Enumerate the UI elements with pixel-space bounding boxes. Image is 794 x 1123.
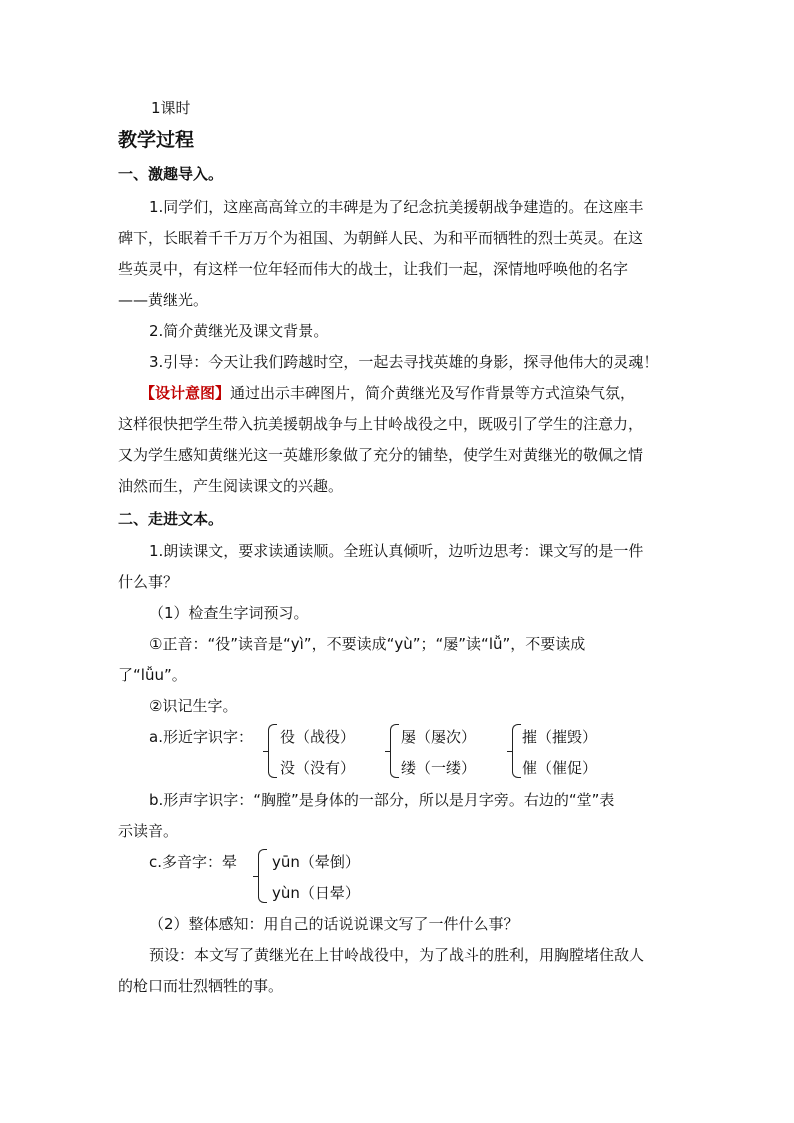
brace-group-2 [390, 724, 399, 778]
s2-item1-line2: 什么事？ [118, 573, 179, 591]
s1-item1-line3: 些英灵中，有这样一位年轻而伟大的战士，让我们一起，深情地呼唤他的名字 [118, 260, 629, 278]
shape-label: a.形近字识字： [149, 728, 253, 746]
s2-sub2: （2）整体感知：用自己的话说说课文写了一件什么事？ [149, 915, 519, 933]
design-intent-line1: 【设计意图】通过出示丰碑图片，简介黄继光及写作背景等方式渲染气氛， [140, 384, 636, 402]
design-intent-line4: 油然而生，产生阅读课文的兴趣。 [118, 477, 344, 495]
sound-form-line2: 示读音。 [118, 822, 179, 840]
class-period: 1课时 [151, 99, 191, 117]
shape-char-1a: 役（战役） [280, 728, 356, 746]
pronounce-line2: 了“lǚu”。 [118, 666, 187, 684]
s2-item1-line1: 1.朗读课文，要求读通读顺。全班认真倾听，边听边思考：课文写的是一件 [149, 542, 644, 560]
brace-polyphone [258, 849, 267, 903]
page-title: 教学过程 [118, 129, 195, 151]
s1-item1-line1: 1.同学们，这座高高耸立的丰碑是为了纪念抗美援朝战争建造的。在这座丰 [149, 198, 644, 216]
design-intent-line2: 这样很快把学生带入抗美援朝战争与上甘岭战役之中，既吸引了学生的注意力， [118, 415, 644, 433]
section2-heading: 二、走进文本。 [118, 510, 224, 528]
brace-group-1 [268, 724, 277, 778]
preset-line1: 预设：本文写了黄继光在上甘岭战役中，为了战斗的胜利，用胸膛堵住敌人 [149, 946, 645, 964]
design-intent-line3: 又为学生感知黄继光这一英雄形象做了充分的铺垫，使学生对黄继光的敬佩之情 [118, 446, 644, 464]
s1-item3: 3.引导：今天让我们跨越时空，一起去寻找英雄的身影，探寻他伟大的灵魂！ [149, 353, 659, 371]
s1-item1-line2: 碑下，长眠着千千万万个为祖国、为朝鲜人民、为和平而牺牲的烈士英灵。在这 [118, 229, 644, 247]
shape-char-3b: 催（催促） [522, 759, 598, 777]
shape-char-2a: 屡（屡次） [401, 728, 477, 746]
preset-line2: 的枪口而壮烈牺牲的事。 [118, 977, 284, 995]
section1-heading: 一、激趣导入。 [118, 165, 224, 183]
design-intent-tag: 【设计意图】 [140, 384, 231, 402]
shape-char-2b: 缕（一缕） [401, 759, 477, 777]
brace-group-3 [512, 724, 521, 778]
s1-item2: 2.简介黄继光及课文背景。 [149, 322, 329, 340]
polyphone-yun4: yùn（日晕） [272, 884, 360, 902]
polyphone-label: c.多音字：晕 [149, 853, 238, 871]
polyphone-yun1: yūn（晕倒） [272, 853, 360, 871]
pronounce-line1: ①正音：“役”读音是“yì”，不要读成“yù”；“屡”读“lǚ”，不要读成 [149, 635, 586, 653]
shape-char-1b: 没（没有） [280, 759, 356, 777]
sound-form-line1: b.形声字识字：“胸膛”是身体的一部分，所以是月字旁。右边的“堂”表 [149, 791, 615, 809]
remember-chars: ②识记生字。 [149, 697, 238, 715]
s1-item1-line4: ——黄继光。 [118, 291, 209, 309]
s2-sub1: （1）检查生字词预习。 [149, 604, 309, 622]
shape-char-3a: 摧（摧毁） [522, 728, 598, 746]
